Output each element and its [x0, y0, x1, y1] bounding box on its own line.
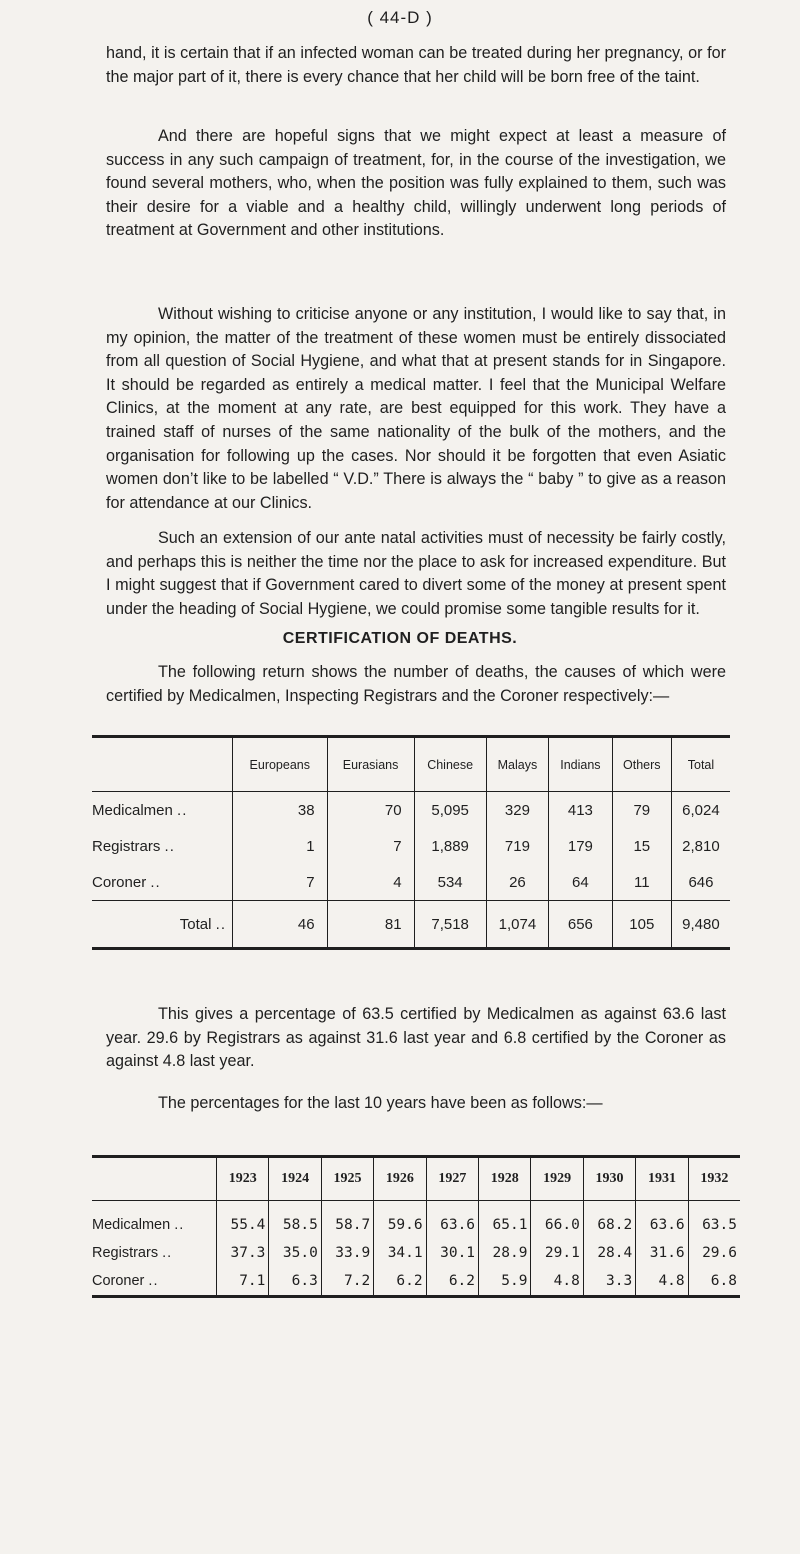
row-label-text: Coroner	[92, 1273, 145, 1289]
cell: 11	[612, 864, 671, 901]
cell: 35.0	[269, 1239, 321, 1267]
cell: 1,074	[486, 901, 548, 949]
leader-dots: ..	[148, 1273, 159, 1289]
deaths-col-total: Total	[671, 737, 730, 792]
leader-dots: ..	[215, 915, 226, 933]
paragraph-2: And there are hopeful signs that we might expect at least a measure of success in any such campaign of treatment, for, in the course of the investigation, we found several mothers, who, when the position was fully explained to them, such was their desire for a viable and a healthy child, willingly underwent long periods of treatment at Government and other institutions.	[106, 127, 726, 240]
cell: 63.5	[688, 1201, 740, 1240]
year-1929: 1929	[531, 1157, 583, 1201]
year-1931: 1931	[636, 1157, 688, 1201]
cell: 63.6	[426, 1201, 478, 1240]
cell: 719	[486, 828, 548, 864]
paragraph-3: Without wishing to criticise anyone or any institution, I would like to say that, in my opinion, the matter of the treatment of these women must be entirely dissociated from all question of Social Hygiene, and what that at present stands for in Singapore. It should be regarded as entirely a medical matter. I feel that the Municipal Welfare Clinics, at the moment at any rate, are best equipped for this work. They have a trained staff of nurses of the same nationality of the bulk of the mothers, and the organisation for following up the cases. Nor should it be forgotten that even Asiatic women don’t like to be labelled “ V.D.” There is always the “ baby ” to give as a reason for attendance at our Clinics.	[106, 305, 726, 512]
deaths-col-europeans: Europeans	[233, 737, 328, 792]
cell: 68.2	[583, 1201, 635, 1240]
cell: 28.9	[479, 1239, 531, 1267]
cell: 6.2	[374, 1267, 426, 1297]
cell: 329	[486, 792, 548, 829]
cell: 413	[549, 792, 613, 829]
cell: 1,889	[414, 828, 486, 864]
cell: 55.4	[217, 1201, 269, 1240]
cell: 656	[549, 901, 613, 949]
cell: 5.9	[479, 1267, 531, 1297]
deaths-col-chinese: Chinese	[414, 737, 486, 792]
percent-header-row	[92, 1157, 740, 1201]
cell: 6,024	[671, 792, 730, 829]
cell: 1	[233, 828, 328, 864]
row-label	[92, 828, 233, 864]
deaths-col-malays: Malays	[486, 737, 548, 792]
cell: 37.3	[217, 1239, 269, 1267]
row-label	[92, 901, 233, 949]
cell: 58.5	[269, 1201, 321, 1240]
cell: 26	[486, 864, 548, 901]
cell: 66.0	[531, 1201, 583, 1240]
year-1928: 1928	[479, 1157, 531, 1201]
deaths-col-indians: Indians	[549, 737, 613, 792]
deaths-table	[92, 735, 730, 950]
deaths-col-others: Others	[612, 737, 671, 792]
row-label-text: Registrars	[92, 837, 161, 855]
cell: 34.1	[374, 1239, 426, 1267]
cell: 63.6	[636, 1201, 688, 1240]
row-label-text: Total	[179, 915, 212, 933]
cell: 7	[327, 828, 414, 864]
cell: 29.6	[688, 1239, 740, 1267]
cell: 7.2	[321, 1267, 373, 1297]
row-label	[92, 864, 233, 901]
cell: 7.1	[217, 1267, 269, 1297]
table-row	[92, 864, 730, 901]
row-label-text: Medicalmen	[92, 801, 173, 819]
cell: 6.3	[269, 1267, 321, 1297]
year-1927: 1927	[426, 1157, 478, 1201]
cell: 7,518	[414, 901, 486, 949]
year-1932: 1932	[688, 1157, 740, 1201]
row-label-text: Registrars	[92, 1245, 159, 1261]
cell: 4	[327, 864, 414, 901]
cell: 179	[549, 828, 613, 864]
leader-dots: ..	[150, 873, 161, 891]
cell: 7	[233, 864, 328, 901]
cell: 28.4	[583, 1239, 635, 1267]
cell: 58.7	[321, 1201, 373, 1240]
cell: 46	[233, 901, 328, 949]
leader-dots: ..	[174, 1217, 185, 1233]
cell: 4.8	[636, 1267, 688, 1297]
leader-dots: ..	[177, 801, 188, 819]
cell: 38	[233, 792, 328, 829]
cell: 31.6	[636, 1239, 688, 1267]
cell: 59.6	[374, 1201, 426, 1240]
cell: 2,810	[671, 828, 730, 864]
page-number: ( 44-D )	[367, 8, 433, 27]
section-heading: CERTIFICATION OF DEATHS.	[282, 630, 518, 647]
leader-dots: ..	[162, 1245, 173, 1261]
cell: 646	[671, 864, 730, 901]
cell: 15	[612, 828, 671, 864]
percentage-text: This gives a percentage of 63.5 certified by Medicalmen as against 63.6 last year. 29.6 by Registrars as against 31.6 last year and 6.8 certified by the Coroner as against 4.8 last year.	[106, 1005, 726, 1071]
table-row	[92, 792, 730, 829]
paragraph-4: Such an extension of our ante natal activities must of necessity be fairly costly, and perhaps this is neither the time nor the place to ask for increased expenditure. But I might suggest that if Government cared to divert some of the money at present spent under the heading of Social Hygiene, we could promise some tangible results for it.	[106, 529, 726, 618]
deaths-intro: The following return shows the number of deaths, the causes of which were certified by Medicalmen, Inspecting Registrars and the Coroner respectively:—	[106, 663, 726, 705]
cell: 29.1	[531, 1239, 583, 1267]
cell: 6.2	[426, 1267, 478, 1297]
cell: 70	[327, 792, 414, 829]
table-row	[92, 1239, 740, 1267]
year-1924: 1924	[269, 1157, 321, 1201]
year-1925: 1925	[321, 1157, 373, 1201]
cell: 33.9	[321, 1239, 373, 1267]
deaths-header-blank	[92, 737, 233, 792]
percent-table	[92, 1155, 740, 1298]
total-row	[92, 901, 730, 949]
year-1923: 1923	[217, 1157, 269, 1201]
table-row	[92, 828, 730, 864]
cell: 5,095	[414, 792, 486, 829]
cell: 105	[612, 901, 671, 949]
cell: 30.1	[426, 1239, 478, 1267]
leader-dots: ..	[164, 837, 175, 855]
cell: 9,480	[671, 901, 730, 949]
row-label	[92, 792, 233, 829]
cell: 3.3	[583, 1267, 635, 1297]
year-1930: 1930	[583, 1157, 635, 1201]
table-row	[92, 1267, 740, 1297]
deaths-col-eurasians: Eurasians	[327, 737, 414, 792]
percent-header-blank	[92, 1157, 217, 1201]
cell: 4.8	[531, 1267, 583, 1297]
row-label	[92, 1201, 217, 1240]
cell: 79	[612, 792, 671, 829]
percent-intro: The percentages for the last 10 years have been as follows:—	[158, 1094, 603, 1112]
cell: 534	[414, 864, 486, 901]
cell: 64	[549, 864, 613, 901]
paragraph-1: hand, it is certain that if an infected woman can be treated during her pregnancy, or for the major part of it, there is every chance that her child will be born free of the taint.	[106, 44, 726, 86]
deaths-header-row	[92, 737, 730, 792]
row-label	[92, 1267, 217, 1297]
year-1926: 1926	[374, 1157, 426, 1201]
table-row	[92, 1201, 740, 1240]
row-label-text: Medicalmen	[92, 1217, 171, 1233]
cell: 81	[327, 901, 414, 949]
row-label	[92, 1239, 217, 1267]
cell: 6.8	[688, 1267, 740, 1297]
row-label-text: Coroner	[92, 873, 147, 891]
cell: 65.1	[479, 1201, 531, 1240]
